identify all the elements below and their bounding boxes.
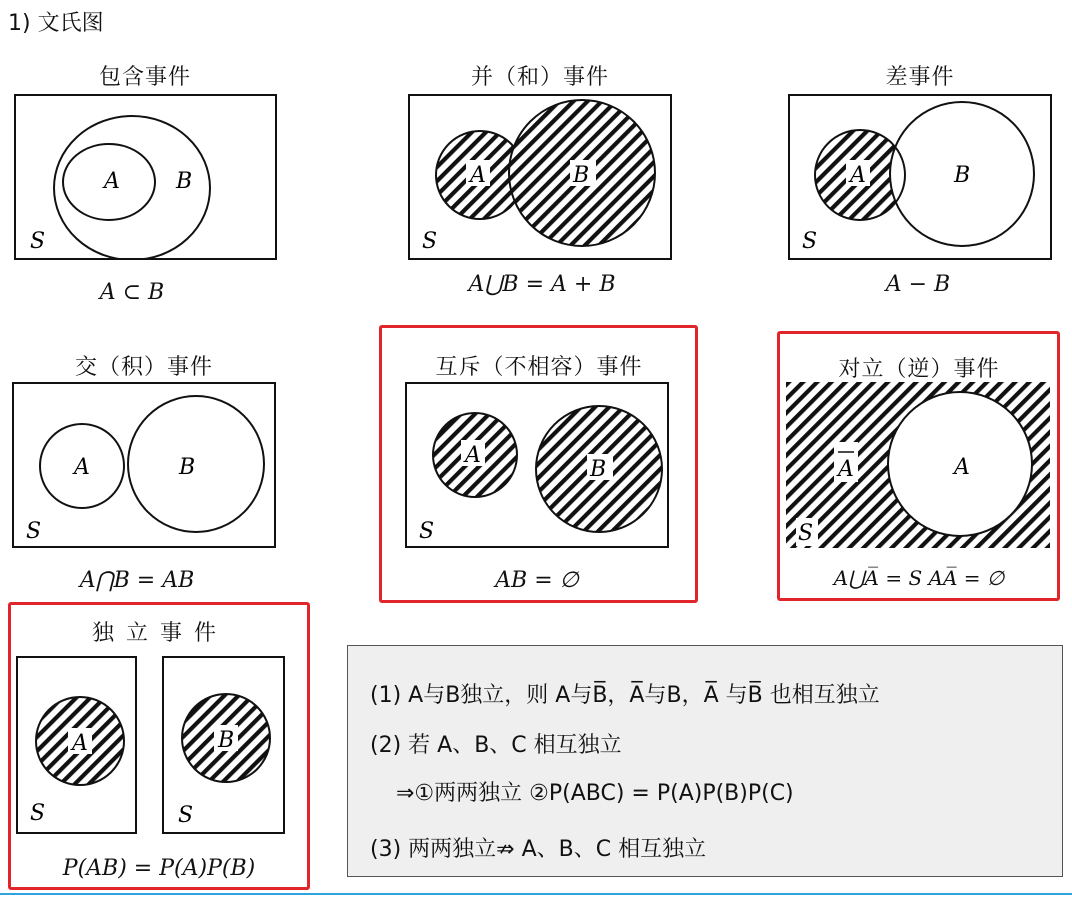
label-s: S bbox=[802, 229, 818, 254]
label-a: A bbox=[74, 455, 90, 480]
label-s: S bbox=[178, 803, 194, 828]
label-s: S bbox=[30, 801, 46, 826]
independent-formula: P(AB) = P(A)P(B) bbox=[62, 856, 256, 881]
label-a: A bbox=[465, 443, 481, 468]
union-diagram bbox=[408, 94, 672, 260]
label-b: B bbox=[218, 728, 235, 753]
label-s: S bbox=[419, 519, 435, 544]
mutually-exclusive-diagram bbox=[405, 382, 669, 548]
intersection-title: 交（积）事件 bbox=[74, 355, 213, 380]
independent-diagram-a bbox=[16, 656, 137, 834]
mutually-exclusive-title: 互斥（不相容）事件 bbox=[435, 355, 643, 380]
independent-title: 独立事件 bbox=[91, 621, 228, 646]
label-b: B bbox=[590, 457, 607, 482]
circle-b bbox=[128, 396, 264, 532]
note-line-4: (3) 两两独立⇏ A、B、C 相互独立 bbox=[370, 837, 707, 862]
difference-diagram bbox=[788, 94, 1052, 260]
label-a: A bbox=[850, 163, 866, 188]
inclusion-formula: A ⊂ B bbox=[99, 280, 165, 305]
label-a: A bbox=[470, 163, 486, 188]
difference-title: 差事件 bbox=[885, 65, 955, 90]
independent-diagram-b bbox=[162, 656, 285, 834]
note-line-1: (1) A与B独立，则 A与B̅，A̅与B，A̅ 与B̅ 也相互独立 bbox=[370, 683, 880, 708]
label-b: B bbox=[179, 455, 196, 480]
independence-notes bbox=[347, 645, 1063, 877]
intersection-formula: A⋂B = AB bbox=[79, 568, 195, 593]
union-title: 并（和）事件 bbox=[470, 65, 609, 90]
label-b: B bbox=[954, 163, 971, 188]
label-s: S bbox=[26, 519, 42, 544]
complement-title: 对立（逆）事件 bbox=[838, 357, 1000, 382]
inclusion-diagram bbox=[14, 94, 277, 260]
complement-formula: A⋃A̅ = S AA̅ = ∅ bbox=[833, 566, 1005, 590]
label-a: A bbox=[954, 455, 970, 480]
label-s: S bbox=[798, 521, 814, 546]
label-b: B bbox=[176, 169, 193, 194]
union-formula: A⋃B = A + B bbox=[468, 272, 616, 297]
label-s: S bbox=[30, 229, 46, 254]
difference-formula: A − B bbox=[885, 272, 951, 297]
complement-diagram bbox=[786, 382, 1050, 548]
intersection-diagram bbox=[12, 382, 276, 548]
label-a: A bbox=[104, 169, 120, 194]
label-a: A bbox=[72, 731, 88, 756]
mutually-exclusive-formula: AB = ∅ bbox=[495, 568, 579, 593]
inclusion-title: 包含事件 bbox=[98, 65, 191, 90]
label-s: S bbox=[422, 229, 438, 254]
label-b: B bbox=[573, 163, 590, 188]
section-header: 1) 文氏图 bbox=[8, 11, 104, 36]
label-a-bar: A bbox=[838, 457, 854, 482]
note-line-2: (2) 若 A、B、C 相互独立 bbox=[370, 733, 622, 758]
bottom-rule bbox=[0, 893, 1072, 895]
note-line-3: ⇒①两两独立 ②P(ABC) = P(A)P(B)P(C) bbox=[396, 781, 794, 806]
